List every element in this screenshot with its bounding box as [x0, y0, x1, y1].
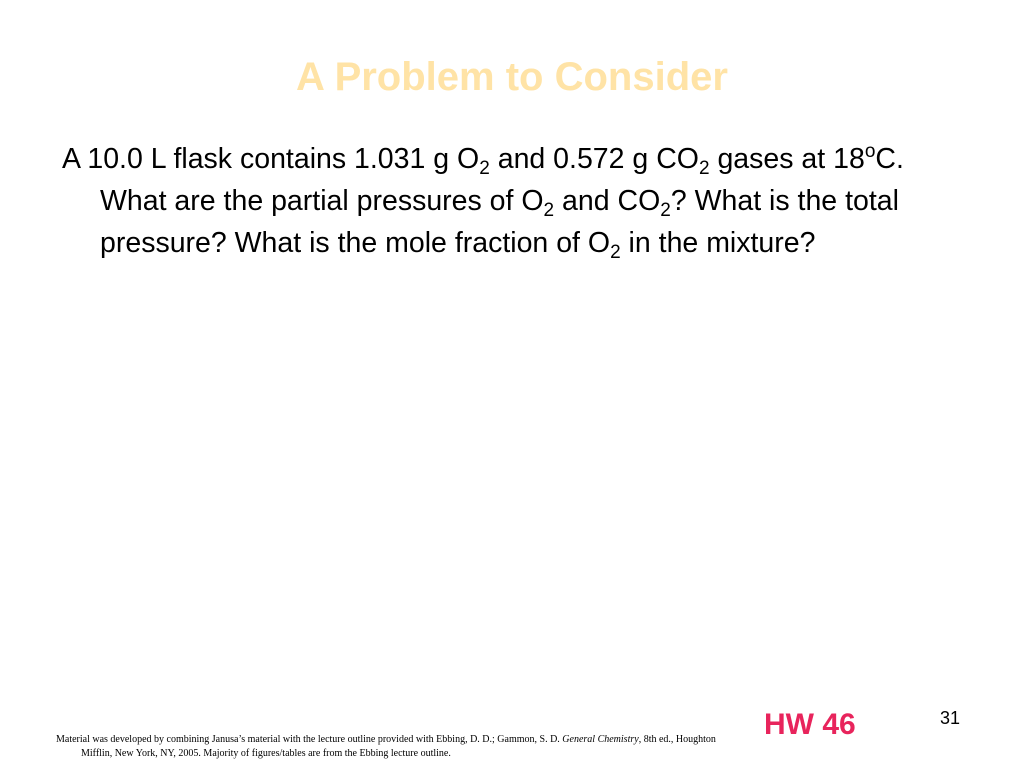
slide-body [62, 138, 962, 264]
slide-title: A Problem to Consider [296, 55, 728, 99]
subscript-o2-c: 2 [610, 242, 621, 263]
footer-citation [56, 733, 721, 761]
problem-text-1: A 10.0 L flask contains 1.031 g O [62, 143, 480, 175]
subscript-co2-a: 2 [698, 158, 710, 179]
problem-statement [62, 138, 962, 264]
footer-text-3: , 8th ed., Houghton Mifflin, New York, NY, 2005. Majority of figures/tables are from the Ebbing lecture outline. [81, 734, 716, 759]
subscript-o2-b: 2 [543, 200, 555, 221]
problem-text-11: ? What is the total pressure? What is the mole fraction of O [100, 185, 899, 259]
problem-text-7: C. What are the partial pressures of O [100, 143, 904, 217]
problem-text-3: and 0.572 g CO [489, 143, 699, 175]
problem-text-9: and CO [554, 185, 661, 217]
subscript-co2-b: 2 [660, 200, 671, 221]
problem-text-5: gases at 18 [709, 143, 865, 175]
footer-book-title: General Chemistry [562, 734, 639, 745]
footer-text-1: Material was developed by combining Janusa’s material with the lecture outline provided with Ebbing, D. D.; Gammon, S. D. [56, 734, 563, 745]
subscript-o2-a: 2 [479, 158, 490, 179]
page-number: 31 [940, 708, 961, 728]
degree-superscript: o [864, 141, 876, 162]
problem-text-13: in the mixture? [620, 227, 816, 259]
homework-label: HW 46 [764, 708, 856, 741]
